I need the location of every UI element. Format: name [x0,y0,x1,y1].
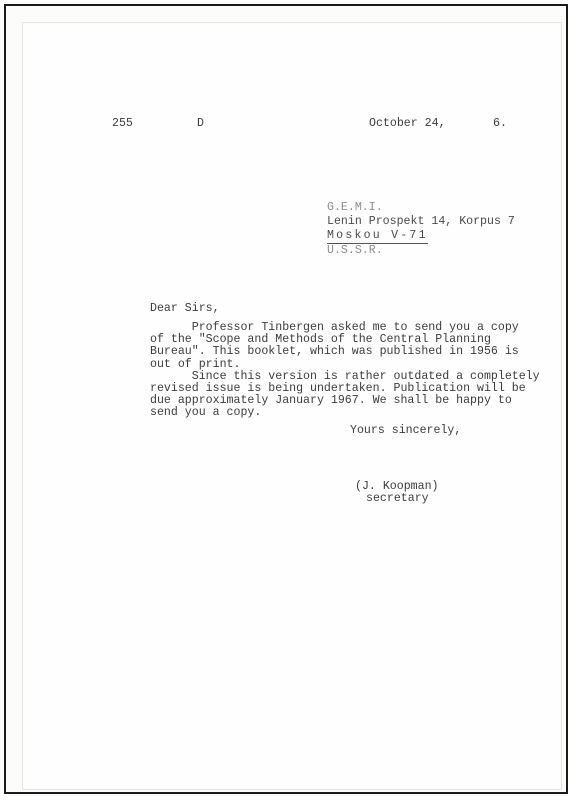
address-line-country: U.S.S.R. [327,244,383,257]
body-line: revised issue is being undertaken. Publication will be [150,382,526,396]
body-line: Professor Tinbergen asked me to send you a copy [150,321,519,334]
closing: Yours sincerely, [350,424,462,437]
reference-number: 255 [112,117,133,130]
body-line: Bureau". This booklet, which was published in 1956 is [150,345,519,359]
letter-body [150,322,550,420]
recipient-address [327,201,515,258]
address-line-city: Moskou V-71 [327,229,428,242]
salutation: Dear Sirs, [150,302,220,315]
letter-year: 6. [493,117,507,130]
body-line: send you a copy. [150,406,262,420]
body-line: Since this version is rather outdated a completely [150,369,540,383]
body-line: of the "Scope and Methods of the Central Planning [150,333,491,347]
body-line: due approximately January 1967. We shall be happy to [150,394,512,408]
signer-title: secretary [366,492,429,505]
letter-date: October 24, [369,117,446,130]
reference-letter: D [197,117,204,130]
body-line: out of print. [150,357,241,371]
address-line-organization: G.E.M.I. [327,201,383,214]
signer-name: (J. Koopman) [355,480,439,493]
address-line-street: Lenin Prospekt 14, Korpus 7 [327,215,515,228]
